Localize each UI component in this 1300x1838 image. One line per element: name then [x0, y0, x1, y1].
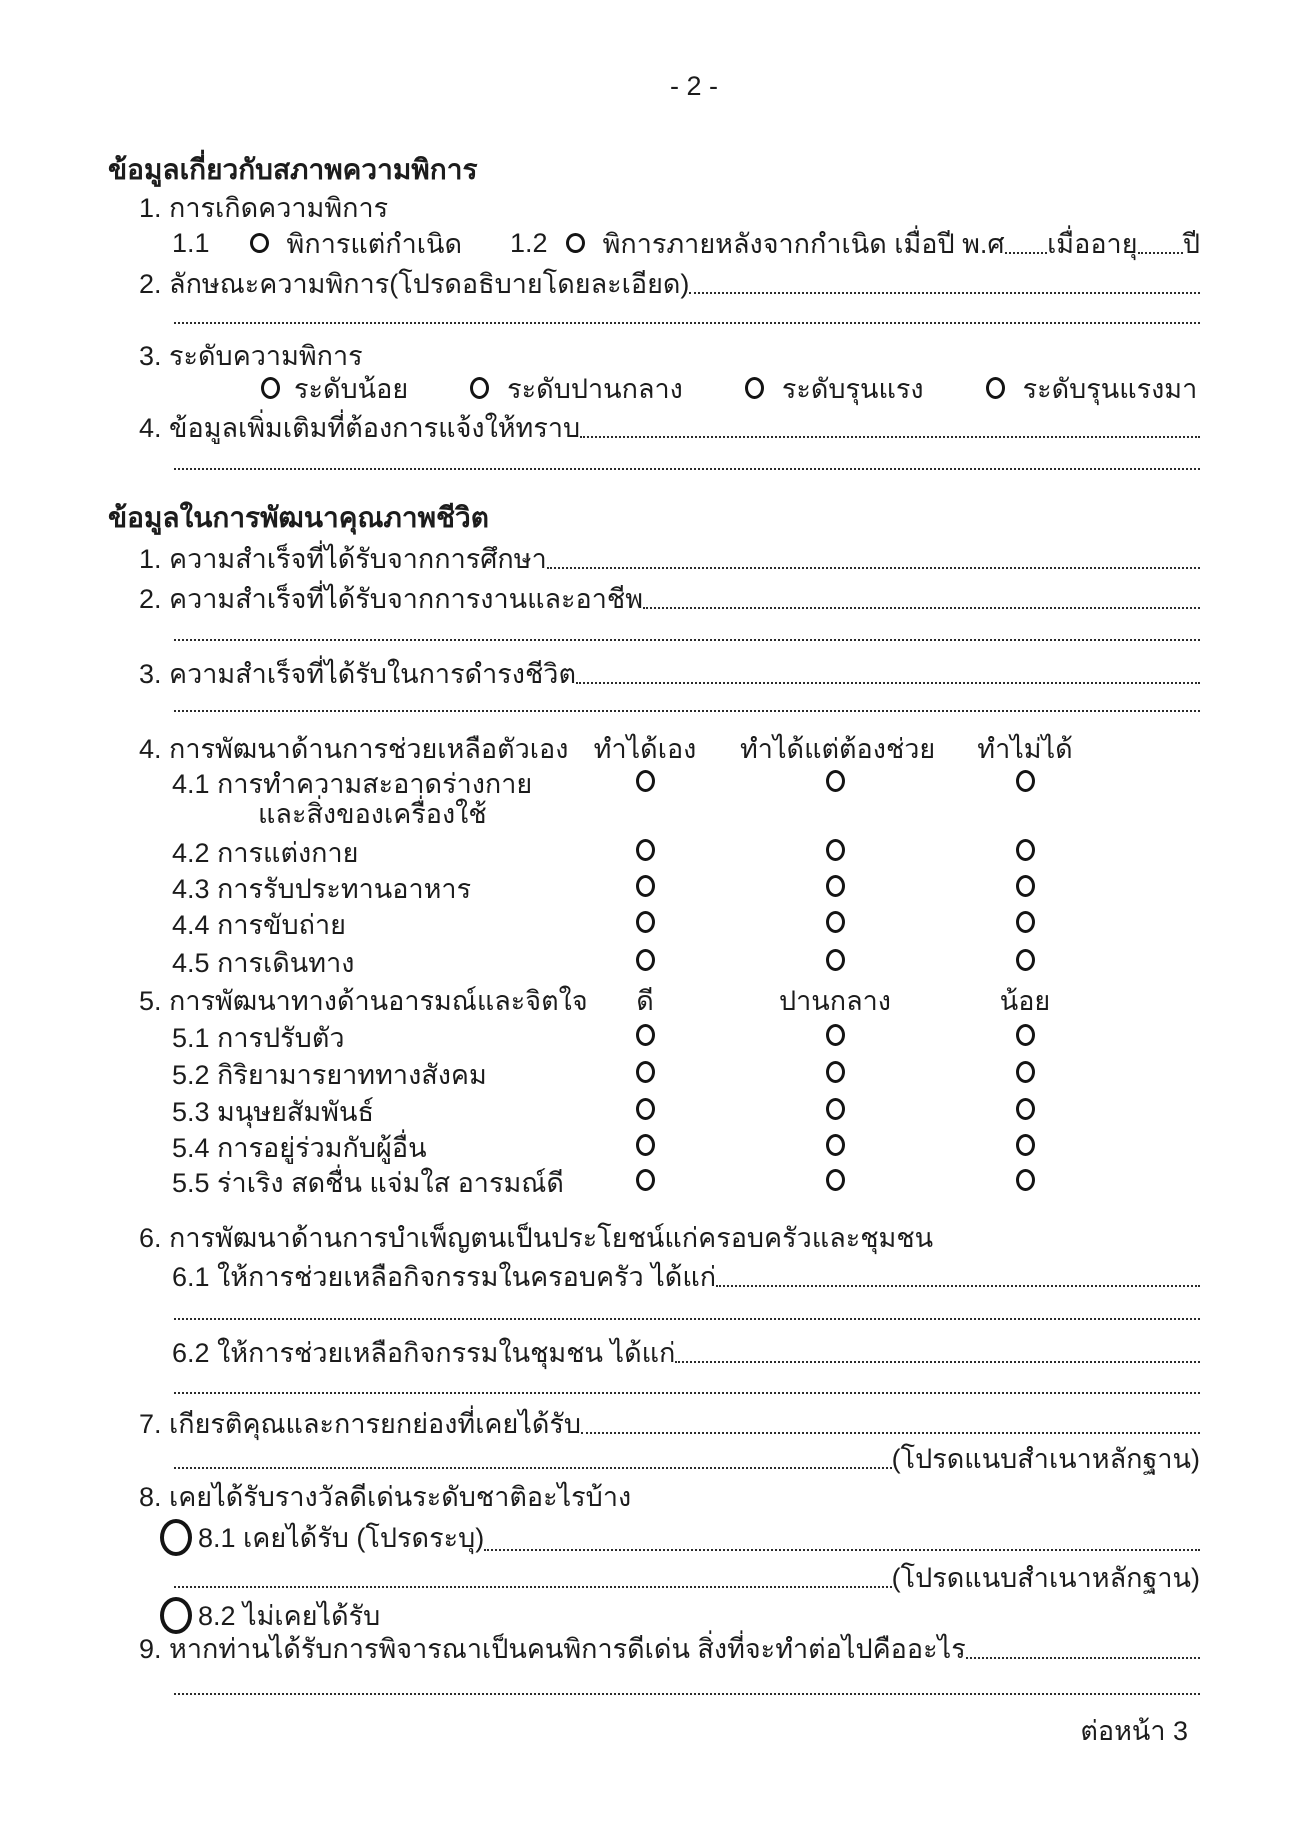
fill-blank-line[interactable]: [174, 1392, 1200, 1394]
fill-blank-line[interactable]: [1005, 252, 1048, 254]
next-page-note: ต่อหน้า 3: [1080, 1715, 1188, 1746]
table-row: [108, 1016, 1200, 1053]
radio-circle[interactable]: [636, 875, 655, 897]
fill-blank-line[interactable]: [675, 1361, 1200, 1363]
table-row: [108, 831, 1200, 868]
radio-circle[interactable]: [826, 875, 845, 897]
radio-circle[interactable]: [636, 911, 655, 933]
s2-q8-opt1-label: 8.1 เคยได้รับ (โปรดระบุ): [198, 1522, 485, 1553]
radio-circle[interactable]: [986, 377, 1005, 399]
radio-circle[interactable]: [636, 1061, 655, 1083]
fill-blank-line[interactable]: [966, 1657, 1200, 1659]
s2-q2-label: 2. ความสำเร็จที่ได้รับจากการงานและอาชีพ: [139, 583, 644, 614]
column-header: น้อย: [999, 986, 1051, 1016]
row-label: 4.4 การขับถ่าย: [172, 910, 346, 940]
table-row: [108, 1161, 1200, 1198]
radio-circle[interactable]: [826, 1061, 845, 1083]
s2-q4-label: 4. การพัฒนาด้านการช่วยเหลือตัวเอง: [139, 734, 569, 764]
radio-circle[interactable]: [826, 839, 845, 861]
s1-q1-opt2-label: พิการภายหลังจากกำเนิด เมื่อปี พ.ศ: [602, 228, 1005, 259]
fill-blank-line[interactable]: [547, 567, 1200, 569]
row-label: 4.5 การเดินทาง: [172, 948, 355, 978]
s2-q8-label: 8. เคยได้รับรางวัลดีเด่นระดับชาติอะไรบ้าง: [139, 1481, 632, 1512]
radio-circle[interactable]: [1016, 839, 1035, 861]
s1-q1-row: [139, 190, 1200, 224]
table-row: [108, 867, 1200, 904]
s1-q1-opt1-label: พิการแต่กำเนิด: [286, 228, 463, 259]
s1-q1-opt2-mid-label: เมื่ออายุ: [1047, 228, 1138, 259]
fill-blank-line[interactable]: [580, 436, 1200, 438]
s2-q5-label: 5. การพัฒนาทางด้านอารมณ์และจิตใจ: [139, 986, 588, 1016]
fill-blank-line[interactable]: [174, 1586, 892, 1588]
s2-q2-row: [139, 581, 1200, 615]
radio-circle[interactable]: [1016, 1134, 1035, 1156]
radio-circle[interactable]: [636, 949, 655, 971]
s2-q7-attach-row: [174, 1441, 1200, 1475]
fill-blank-line[interactable]: [643, 607, 1200, 609]
column-header: ทำได้เอง: [593, 734, 697, 764]
s2-q7-label: 7. เกียรติคุณและการยกย่องที่เคยได้รับ: [139, 1408, 582, 1439]
radio-circle[interactable]: [1016, 1024, 1035, 1046]
selfhelp-table-header: [108, 727, 1200, 764]
fill-blank-line[interactable]: [689, 292, 1200, 294]
fill-blank-line[interactable]: [576, 682, 1200, 684]
s1-q3-options-row: [261, 371, 1200, 405]
row-label: 4.1 การทำความสะอาดร่างกาย: [172, 769, 533, 799]
radio-circle[interactable]: [826, 770, 845, 792]
s1-q4-label: 4. ข้อมูลเพิ่มเติมที่ต้องการแจ้งให้ทราบ: [139, 412, 581, 443]
s2-q6-item1-row: [172, 1259, 1200, 1293]
fill-blank-line[interactable]: [174, 1693, 1200, 1695]
fill-blank-line[interactable]: [484, 1549, 1200, 1551]
table-row: [108, 941, 1200, 978]
s1-q1-opt1-number: 1.1: [172, 227, 210, 258]
s1-q2-row: [139, 266, 1200, 300]
s2-q9-row: [139, 1631, 1200, 1665]
fill-blank-line[interactable]: [174, 710, 1200, 712]
radio-circle[interactable]: [1016, 770, 1035, 792]
s1-q4-row: [139, 410, 1200, 444]
row-label: 5.1 การปรับตัว: [172, 1023, 345, 1053]
radio-circle[interactable]: [636, 1134, 655, 1156]
radio-circle[interactable]: [160, 1519, 192, 1556]
row-label: 5.2 กิริยามารยาททางสังคม: [172, 1060, 487, 1090]
row-label-continued: และสิ่งของเครื่องใช้: [258, 798, 487, 829]
s1-q1-label: 1. การเกิดความพิการ: [139, 192, 389, 223]
fill-blank-line[interactable]: [174, 639, 1200, 641]
column-header: ทำไม่ได้: [977, 734, 1073, 764]
radio-circle[interactable]: [1016, 911, 1035, 933]
s1-q2-label: 2. ลักษณะความพิการ(โปรดอธิบายโดยละเอียด): [139, 268, 690, 299]
radio-circle[interactable]: [250, 233, 269, 253]
radio-circle[interactable]: [1016, 1169, 1035, 1191]
s2-q8-opt2-label: 8.2 ไม่เคยได้รับ: [198, 1600, 381, 1631]
fill-blank-line[interactable]: [174, 1318, 1200, 1320]
page-number-row: [148, 69, 1240, 103]
radio-circle[interactable]: [745, 377, 764, 399]
severity-option-label: ระดับรุนแรงมา: [1022, 373, 1198, 404]
footer-row: [108, 1713, 1200, 1747]
radio-circle[interactable]: [261, 377, 280, 399]
fill-blank-line[interactable]: [581, 1432, 1200, 1434]
row-label: 4.2 การแต่งกาย: [172, 838, 359, 868]
fill-blank-line[interactable]: [1138, 252, 1183, 254]
radio-circle[interactable]: [1016, 949, 1035, 971]
table-row: [108, 1053, 1200, 1090]
s1-q3-label: 3. ระดับความพิการ: [139, 340, 363, 371]
radio-circle[interactable]: [826, 911, 845, 933]
row-label: 5.4 การอยู่ร่วมกับผู้อื่น: [172, 1133, 427, 1163]
s2-q7-row: [139, 1406, 1200, 1440]
s2-q3-label: 3. ความสำเร็จที่ได้รับในการดำรงชีวิต: [139, 658, 576, 689]
table-row: [108, 1090, 1200, 1127]
column-header: ดี: [636, 986, 654, 1016]
radio-circle[interactable]: [636, 839, 655, 861]
section2-title: ข้อมูลในการพัฒนาคุณภาพชีวิต: [108, 502, 489, 533]
radio-circle[interactable]: [826, 949, 845, 971]
row-label: 5.3 มนุษยสัมพันธ์: [172, 1097, 374, 1127]
s2-q8-row: [139, 1479, 1200, 1513]
radio-circle[interactable]: [470, 377, 489, 399]
s2-q8-opt1-row: [160, 1517, 1200, 1557]
radio-circle[interactable]: [1016, 875, 1035, 897]
radio-circle[interactable]: [636, 1169, 655, 1191]
section2-title-row: [108, 501, 1200, 535]
radio-circle[interactable]: [826, 1024, 845, 1046]
radio-circle[interactable]: [826, 1098, 845, 1120]
s2-q6-item2-label: 6.2 ให้การช่วยเหลือกิจกรรมในชุมชน ได้แก่: [172, 1337, 676, 1368]
column-header: ทำได้แต่ต้องช่วย: [740, 734, 936, 764]
column-header: ปานกลาง: [779, 986, 891, 1016]
emotional-table-header: [108, 979, 1200, 1016]
table-row: [108, 1126, 1200, 1163]
table-row: [108, 903, 1200, 940]
fill-blank-line[interactable]: [174, 468, 1200, 470]
s1-q1-opt2-number: 1.2: [510, 227, 548, 258]
s2-q6-item2-row: [172, 1335, 1200, 1369]
radio-circle[interactable]: [826, 1134, 845, 1156]
s2-q8-attach-row: [174, 1560, 1200, 1594]
severity-option-label: ระดับรุนแรง: [781, 373, 924, 404]
section1-title: ข้อมูลเกี่ยวกับสภาพความพิการ: [108, 154, 478, 185]
s2-q1-row: [139, 541, 1200, 575]
s2-q6-label: 6. การพัฒนาด้านการบำเพ็ญตนเป็นประโยชน์แก่ครอบครัวและชุมชน: [139, 1222, 934, 1253]
fill-blank-line[interactable]: [174, 322, 1200, 324]
radio-circle[interactable]: [1016, 1098, 1035, 1120]
s2-q9-label: 9. หากท่านได้รับการพิจารณาเป็นคนพิการดีเด่น สิ่งที่จะทำต่อไปคืออะไร: [139, 1633, 966, 1664]
radio-circle[interactable]: [636, 1098, 655, 1120]
radio-circle[interactable]: [826, 1169, 845, 1191]
radio-circle[interactable]: [1016, 1061, 1035, 1083]
attach-evidence-note: (โปรดแนบสำเนาหลักฐาน): [891, 1443, 1200, 1474]
row-label: 4.3 การรับประทานอาหาร: [172, 874, 472, 904]
severity-option-label: ระดับน้อย: [294, 373, 409, 404]
s1-q1-options-row: [172, 226, 1200, 260]
s1-q1-opt2-end-label: ปี: [1182, 228, 1200, 259]
s2-q6-row: [139, 1220, 1200, 1254]
s2-q3-row: [139, 656, 1200, 690]
row-label-line2: [258, 796, 858, 830]
attach-evidence-note: (โปรดแนบสำเนาหลักฐาน): [891, 1562, 1200, 1593]
page-number: - 2 -: [669, 70, 718, 101]
row-label: 5.5 ร่าเริง สดชื่น แจ่มใส อารมณ์ดี: [172, 1168, 564, 1198]
severity-option-label: ระดับปานกลาง: [507, 373, 683, 404]
s2-q1-label: 1. ความสำเร็จที่ได้รับจากการศึกษา: [139, 543, 547, 574]
radio-circle[interactable]: [636, 770, 655, 792]
section1-title-row: [108, 153, 1200, 187]
fill-blank-line[interactable]: [174, 1467, 892, 1469]
fill-blank-line[interactable]: [716, 1285, 1200, 1287]
radio-circle[interactable]: [566, 233, 585, 253]
s2-q6-item1-label: 6.1 ให้การช่วยเหลือกิจกรรมในครอบครัว ได้แก่: [172, 1261, 717, 1292]
radio-circle[interactable]: [636, 1024, 655, 1046]
